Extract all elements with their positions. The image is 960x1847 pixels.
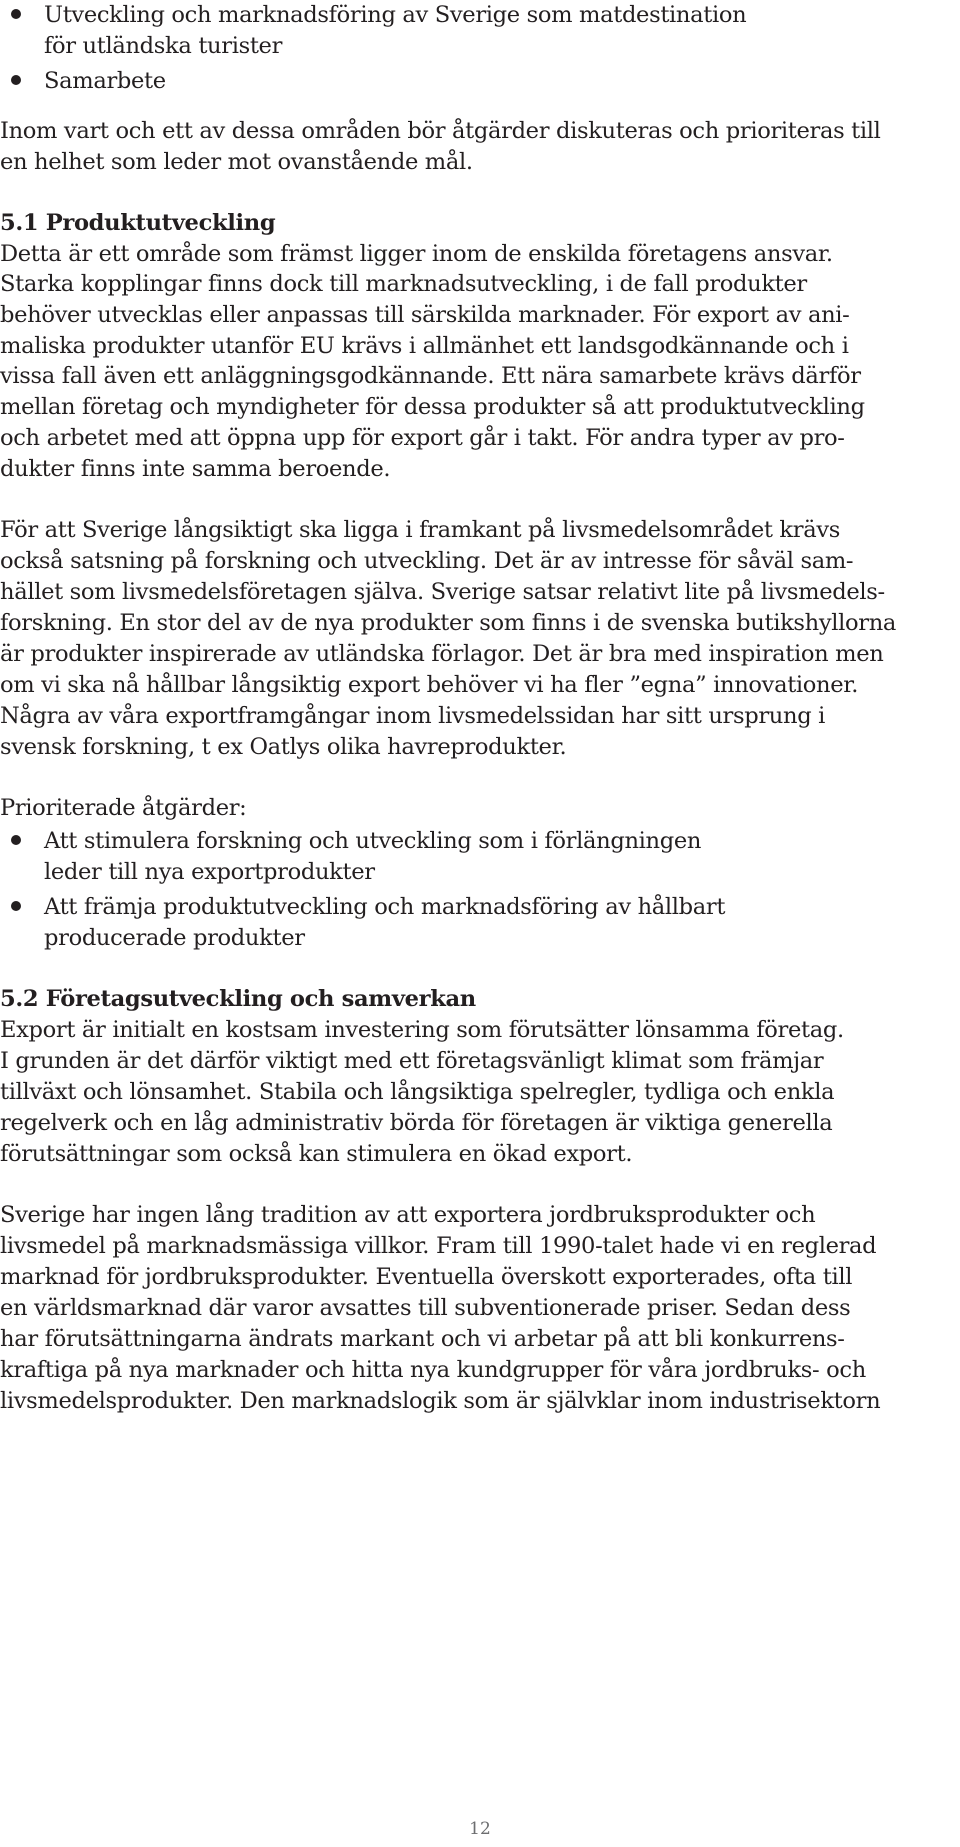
paragraph-line: Detta är ett område som främst ligger inom de enskilda företagens ansvar. — [0, 241, 833, 267]
paragraph-line: kraftiga på nya marknader och hitta nya kundgrupper för våra jordbruks- och — [0, 1357, 866, 1383]
paragraph-line: Starka kopplingar finns dock till marknadsutveckling, i de fall produkter — [0, 271, 807, 297]
paragraph-line: svensk forskning, t ex Oatlys olika havreprodukter. — [0, 734, 567, 760]
bullet-item-line: Att stimulera forskning och utveckling som i förlängningen — [44, 828, 702, 854]
paragraph-line: Inom vart och ett av dessa områden bör åtgärder diskuteras och prioriteras till — [0, 118, 881, 144]
paragraph-line: förutsättningar som också kan stimulera en ökad export. — [0, 1141, 633, 1167]
paragraph-line: I grunden är det därför viktigt med ett företagsvänligt klimat som främjar — [0, 1048, 824, 1074]
paragraph-line: regelverk och en låg administrativ börda för företagen är viktiga generella — [0, 1110, 833, 1136]
bullet-icon — [11, 9, 21, 19]
paragraph-line: har förutsättningarna ändrats markant och vi arbetar på att bli konkurrens- — [0, 1326, 845, 1352]
bullet-icon — [11, 901, 21, 911]
paragraph-line: en världsmarknad där varor avsattes till subventionerade priser. Sedan dess — [0, 1295, 851, 1321]
bullet-item-line: leder till nya exportprodukter — [44, 859, 375, 885]
bullet-item-line: Att främja produktutveckling och marknadsföring av hållbart — [44, 894, 726, 920]
paragraph-line: behöver utvecklas eller anpassas till särskilda marknader. För export av ani- — [0, 302, 850, 328]
paragraph-line: hället som livsmedelsföretagen själva. Sverige satsar relativt lite på livsmedels- — [0, 579, 885, 605]
bullet-icon — [11, 835, 21, 845]
priorities-label: Prioriterade åtgärder: — [0, 795, 247, 821]
paragraph-line: också satsning på forskning och utveckling. Det är av intresse för såväl sam- — [0, 548, 854, 574]
section-heading: 5.2 Företagsutveckling och samverkan — [0, 986, 476, 1012]
paragraph-line: om vi ska nå hållbar långsiktig export behöver vi ha fler ”egna” innovationer. — [0, 672, 859, 698]
bullet-item-line: Samarbete — [44, 68, 166, 94]
paragraph-line: forskning. En stor del av de nya produkter som finns i de svenska butikshyllorna — [0, 610, 897, 636]
paragraph-line: marknad för jordbruksprodukter. Eventuella överskott exporterades, ofta till — [0, 1264, 853, 1290]
paragraph-line: är produkter inspirerade av utländska förlagor. Det är bra med inspiration men — [0, 641, 884, 667]
paragraph-line: Några av våra exportframgångar inom livsmedelssidan har sitt ursprung i — [0, 703, 826, 729]
paragraph-line: maliska produkter utanför EU krävs i allmänhet ett landsgodkännande och i — [0, 333, 849, 359]
paragraph-line: vissa fall även ett anläggningsgodkännande. Ett nära samarbete krävs därför — [0, 363, 861, 389]
bullet-item-line: producerade produkter — [44, 925, 305, 951]
paragraph-line: och arbetet med att öppna upp för export går i takt. För andra typer av pro- — [0, 425, 845, 451]
bullet-item-line: Utveckling och marknadsföring av Sverige som matdestination — [44, 2, 747, 28]
paragraph-line: dukter finns inte samma beroende. — [0, 456, 391, 482]
paragraph-line: mellan företag och myndigheter för dessa produkter så att produktutveckling — [0, 394, 865, 420]
paragraph-line: Export är initialt en kostsam investering som förutsätter lönsamma företag. — [0, 1017, 844, 1043]
paragraph-line: livsmedelsprodukter. Den marknadslogik som är självklar inom industrisektorn — [0, 1388, 881, 1414]
paragraph-line: en helhet som leder mot ovanstående mål. — [0, 149, 473, 175]
paragraph-line: Sverige har ingen lång tradition av att exportera jordbruksprodukter och — [0, 1202, 816, 1228]
paragraph-line: livsmedel på marknadsmässiga villkor. Fram till 1990-talet hade vi en reglerad — [0, 1233, 877, 1259]
bullet-item-line: för utländska turister — [44, 33, 283, 59]
section-heading: 5.1 Produktutveckling — [0, 210, 276, 236]
paragraph-line: För att Sverige långsiktigt ska ligga i framkant på livsmedelsområdet krävs — [0, 517, 840, 543]
page-number: 12 — [469, 1819, 491, 1839]
paragraph-line: tillväxt och lönsamhet. Stabila och långsiktiga spelregler, tydliga och enkla — [0, 1079, 835, 1105]
bullet-icon — [11, 75, 21, 85]
